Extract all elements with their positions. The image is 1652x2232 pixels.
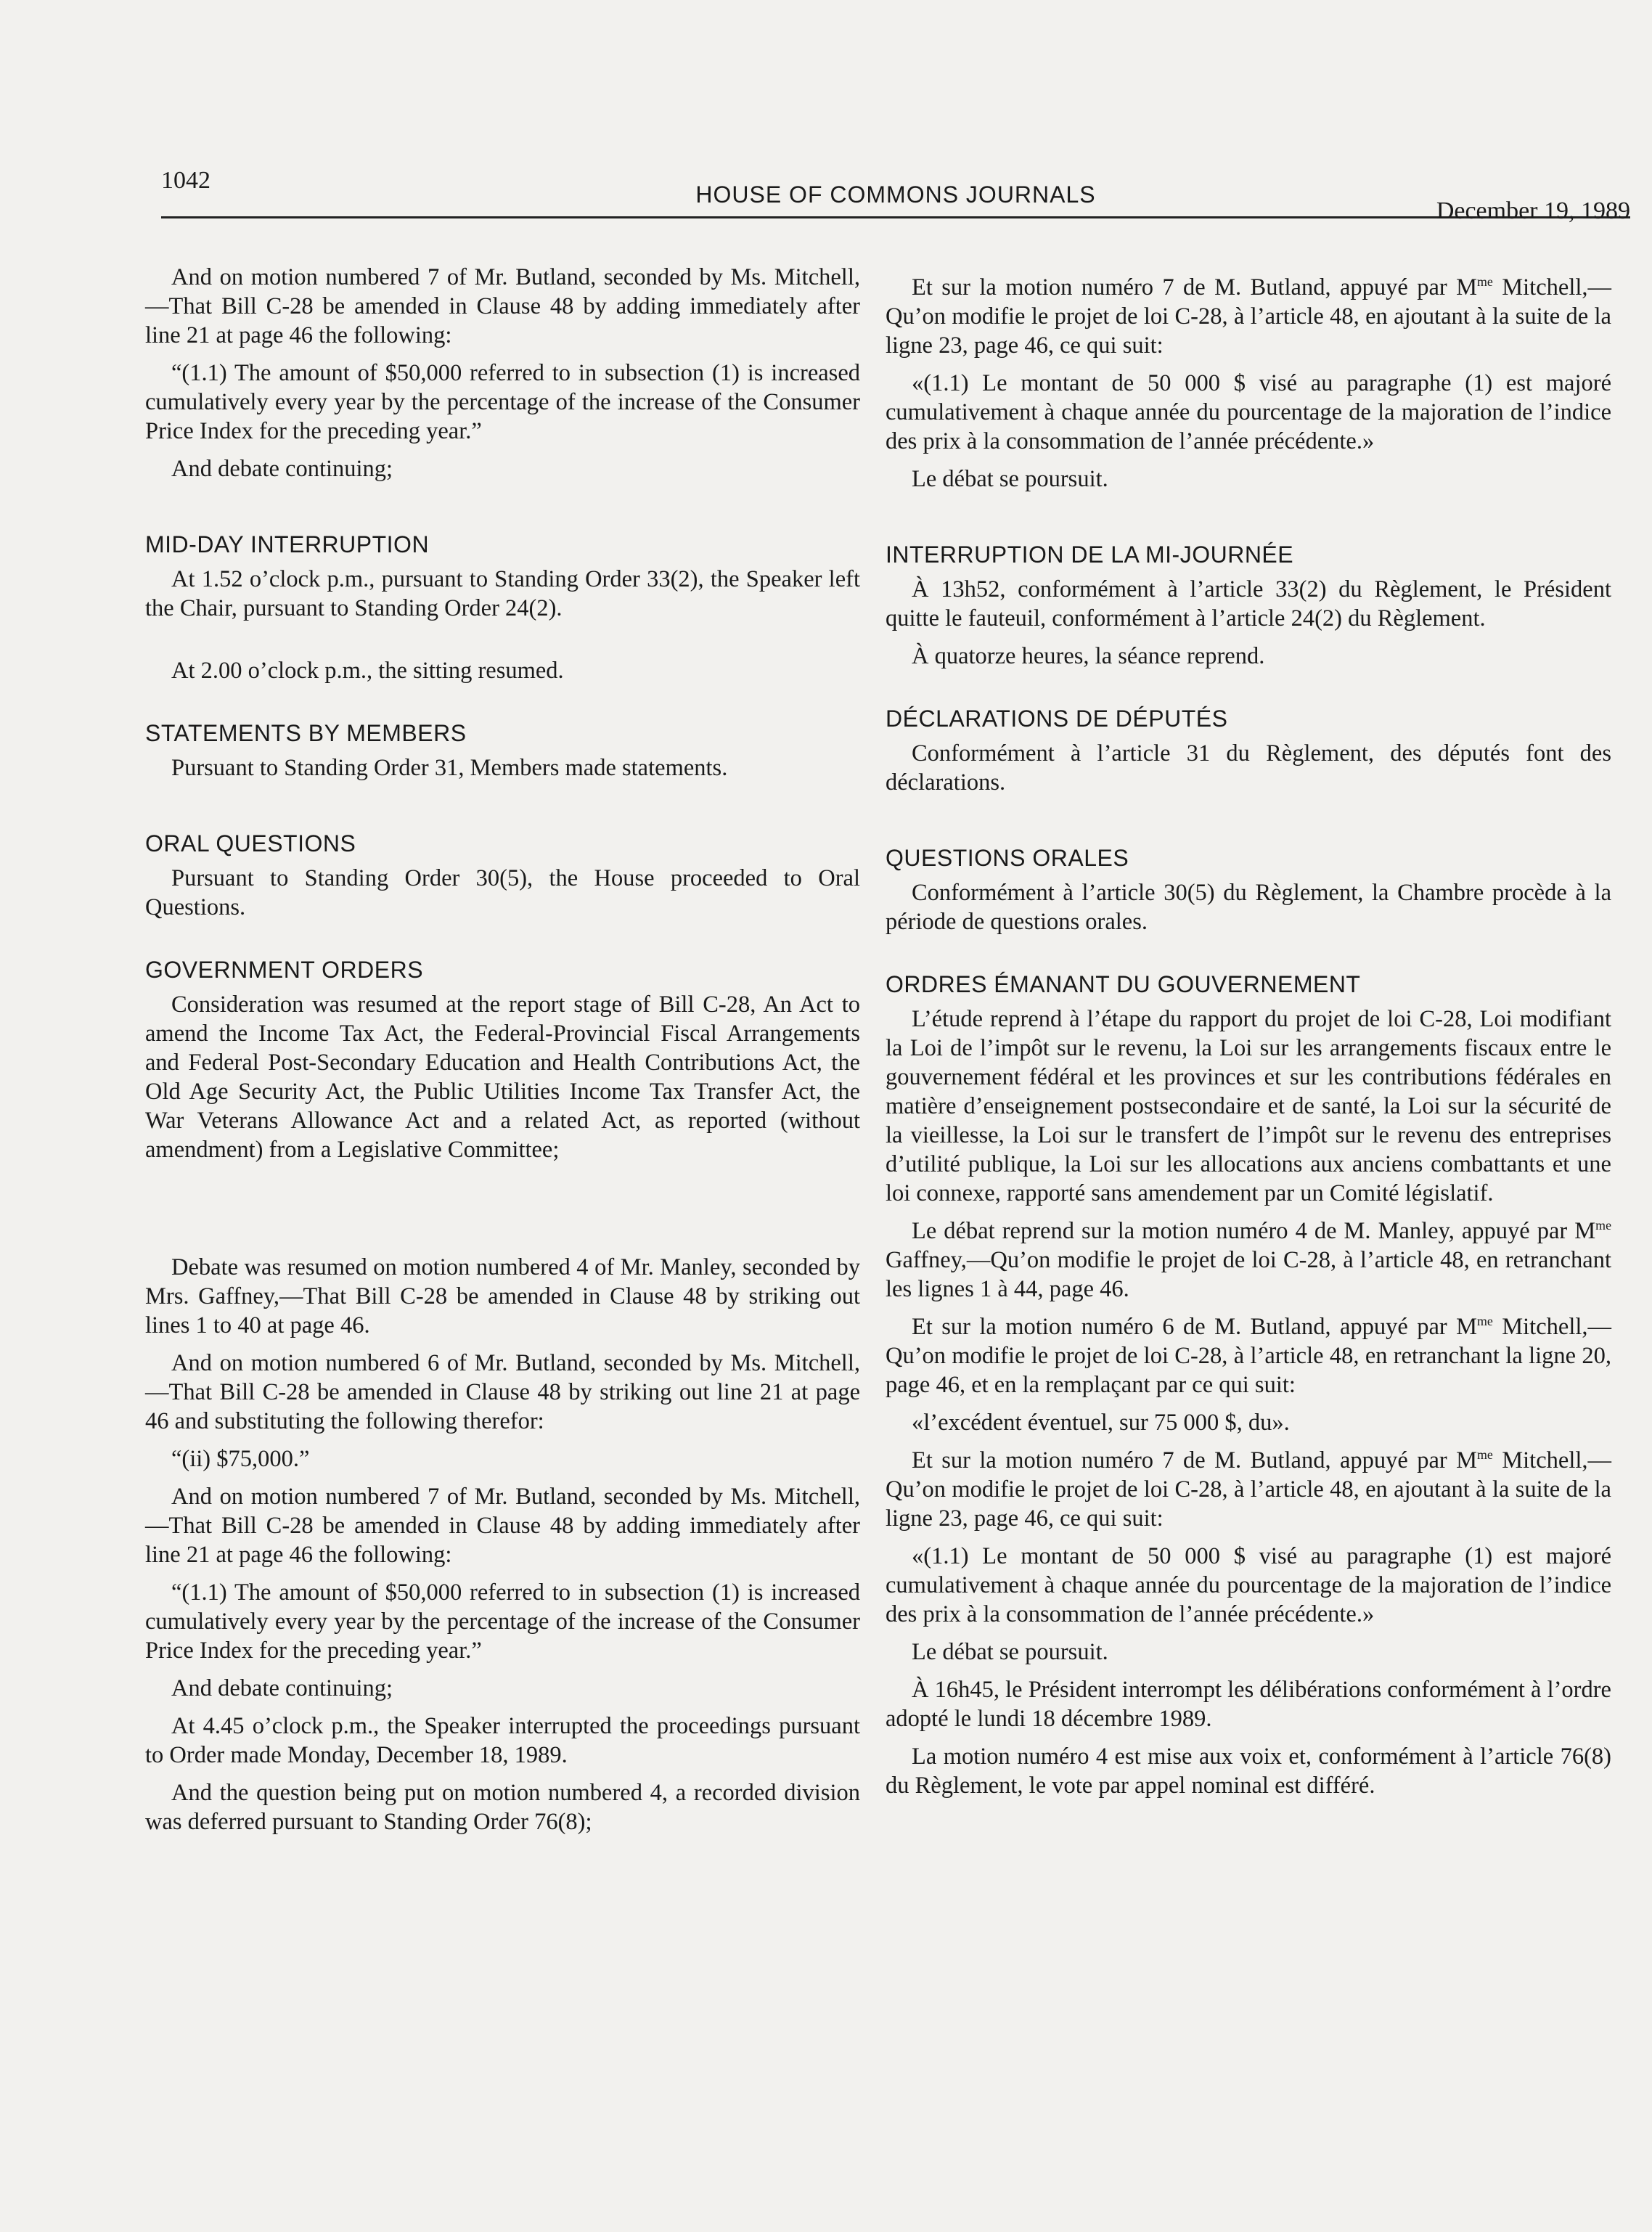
page-number: 1042 xyxy=(161,167,210,194)
paragraph: At 4.45 o’clock p.m., the Speaker interrupted the proceedings pursuant to Order made Monday, December 18, 1989. xyxy=(145,1713,860,1768)
english-column xyxy=(145,263,860,1845)
quoted-amendment: “(1.1) The amount of $50,000 referred to in subsection (1) is increased cumulatively every year by the percentage of the increase of the Consumer Price Index for the preceding year.” xyxy=(145,1579,860,1664)
paragraph: Et sur la motion numéro 7 de M. Butland, appuyé par $M^{me}$ Mitchell,—Qu’on modifie le projet de loi C-28, à l’article 48, en ajoutant à la suite de la ligne 23, page 46, ce qui suit: xyxy=(886,1447,1611,1532)
section-heading-oral-questions: ORAL QUESTIONS xyxy=(145,830,356,857)
paragraph: À 16h45, le Président interrompt les délibérations conformément à l’ordre adopté le lundi 18 décembre 1989. xyxy=(886,1677,1611,1732)
paragraph: At 1.52 o’clock p.m., pursuant to Standing Order 33(2), the Speaker left the Chair, pursuant to Standing Order 24(2). xyxy=(145,566,860,621)
quoted-amendment: «(1.1) Le montant de 50 000 $ visé au paragraphe (1) est majoré cumulativement à chaque année du pourcentage de la majoration de l’indice des prix à la consommation de l’année précédente.» xyxy=(886,370,1611,454)
paragraph: Pursuant to Standing Order 31, Members made statements. xyxy=(171,755,728,781)
page-date: December 19, 1989 xyxy=(1436,197,1630,224)
paragraph: And on motion numbered 7 of Mr. Butland, seconded by Ms. Mitchell,—That Bill C-28 be amended in Clause 48 by adding immediately after line 21 at page 46 the following: xyxy=(145,1484,860,1568)
paragraph: Le débat se poursuit. xyxy=(912,1639,1108,1665)
paragraph: Debate was resumed on motion numbered 4 of Mr. Manley, seconded by Mrs. Gaffney,—That Bill C-28 be amended in Clause 48 by striking out lines 1 to 40 at page 46. xyxy=(145,1254,860,1338)
page-header xyxy=(161,164,1630,224)
paragraph: Et sur la motion numéro 6 de M. Butland, appuyé par $M^{me}$ Mitchell,—Qu’on modifie le projet de loi C-28, à l’article 48, en retranchant la ligne 20, page 46, et en la remplaçant par ce qui suit: xyxy=(886,1314,1611,1398)
paragraph: Pursuant to Standing Order 30(5), the House proceeded to Oral Questions. xyxy=(145,865,860,920)
paragraph: And on motion numbered 7 of Mr. Butland, seconded by Ms. Mitchell,—That Bill C-28 be amended in Clause 48 by adding immediately after line 21 at page 46 the following: xyxy=(145,264,860,348)
paragraph: And the question being put on motion numbered 4, a recorded division was deferred pursuant to Standing Order 76(8); xyxy=(145,1780,860,1835)
section-heading-oral-questions: QUESTIONS ORALES xyxy=(886,845,1129,871)
paragraph: And debate continuing; xyxy=(171,456,393,482)
section-heading-midday: MID-DAY INTERRUPTION xyxy=(145,531,430,557)
french-column xyxy=(886,263,1611,1809)
quoted-amendment: «(1.1) Le montant de 50 000 $ visé au paragraphe (1) est majoré cumulativement à chaque année du pourcentage de la majoration de l’indice des prix à la consommation de l’année précédente.» xyxy=(886,1543,1611,1627)
paragraph: And debate continuing; xyxy=(171,1675,393,1701)
paragraph: La motion numéro 4 est mise aux voix et, conformément à l’article 76(8) du Règlement, le vote par appel nominal est différé. xyxy=(886,1744,1611,1799)
section-heading-statements: DÉCLARATIONS DE DÉPUTÉS xyxy=(886,706,1228,732)
paragraph: Consideration was resumed at the report stage of Bill C-28, An Act to amend the Income Tax Act, the Federal-Provincial Fiscal Arrangements and Federal Post-Secondary Education and Health Contributions Act, the Old Age Security Act, the Public Utilities Income Tax Transfer Act, the War Veterans Allowance Act and a related Act, as reported (without amendment) from a Legislative Committee; xyxy=(145,992,860,1163)
paragraph: Conformément à l’article 31 du Règlement, des députés font des déclarations. xyxy=(886,740,1611,796)
section-heading-midday: INTERRUPTION DE LA MI-JOURNÉE xyxy=(886,541,1294,568)
section-heading-government-orders: ORDRES ÉMANANT DU GOUVERNEMENT xyxy=(886,971,1361,997)
paragraph: At 2.00 o’clock p.m., the sitting resumed. xyxy=(171,658,564,684)
journal-title: HOUSE OF COMMONS JOURNALS xyxy=(695,181,1096,208)
paragraph: «l’excédent éventuel, sur 75 000 $, du». xyxy=(912,1410,1290,1436)
section-heading-statements: STATEMENTS BY MEMBERS xyxy=(145,720,467,746)
paragraph: Et sur la motion numéro 7 de M. Butland, appuyé par $M^{me}$ Mitchell,—Qu’on modifie le projet de loi C-28, à l’article 48, en ajoutant à la suite de la ligne 23, page 46, ce qui suit: xyxy=(886,274,1611,359)
paragraph: “(ii) $75,000.” xyxy=(171,1446,310,1472)
paragraph: Le débat se poursuit. xyxy=(912,466,1108,492)
section-heading-government-orders: GOVERNMENT ORDERS xyxy=(145,957,424,983)
paragraph: Le débat reprend sur la motion numéro 4 de M. Manley, appuyé par $M^{me}$ Gaffney,—Qu’on modifie le projet de loi C-28, à l’article 48, en retranchant les lignes 1 à 44, page 46. xyxy=(886,1218,1611,1302)
paragraph: Conformément à l’article 30(5) du Règlement, la Chambre procède à la période de questions orales. xyxy=(886,880,1611,935)
quoted-amendment: “(1.1) The amount of $50,000 referred to in subsection (1) is increased cumulatively every year by the percentage of the increase of the Consumer Price Index for the preceding year.” xyxy=(145,360,860,444)
paragraph: À 13h52, conformément à l’article 33(2) du Règlement, le Président quitte le fauteuil, conformément à l’article 24(2) du Règlement. xyxy=(886,576,1611,631)
paragraph: À quatorze heures, la séance reprend. xyxy=(912,643,1265,669)
paragraph: L’étude reprend à l’étape du rapport du projet de loi C-28, Loi modifiant la Loi de l’impôt sur le revenu, la Loi sur les arrangements fiscaux entre le gouvernement fédéral et les provinces et sur les contributions fédérales en matière d’enseignement postsecondaire et de santé, la Loi sur la sécurité de la vieillesse, la Loi sur le transfert de l’impôt sur le revenu des entreprises d’utilité publique, la Loi sur les allocations aux anciens combattants et une loi connexe, rapporté sans amendement par un Comité législatif. xyxy=(886,1006,1611,1206)
paragraph: And on motion numbered 6 of Mr. Butland, seconded by Ms. Mitchell,—That Bill C-28 be amended in Clause 48 by striking out line 21 at page 46 and substituting the following therefor: xyxy=(145,1350,860,1434)
